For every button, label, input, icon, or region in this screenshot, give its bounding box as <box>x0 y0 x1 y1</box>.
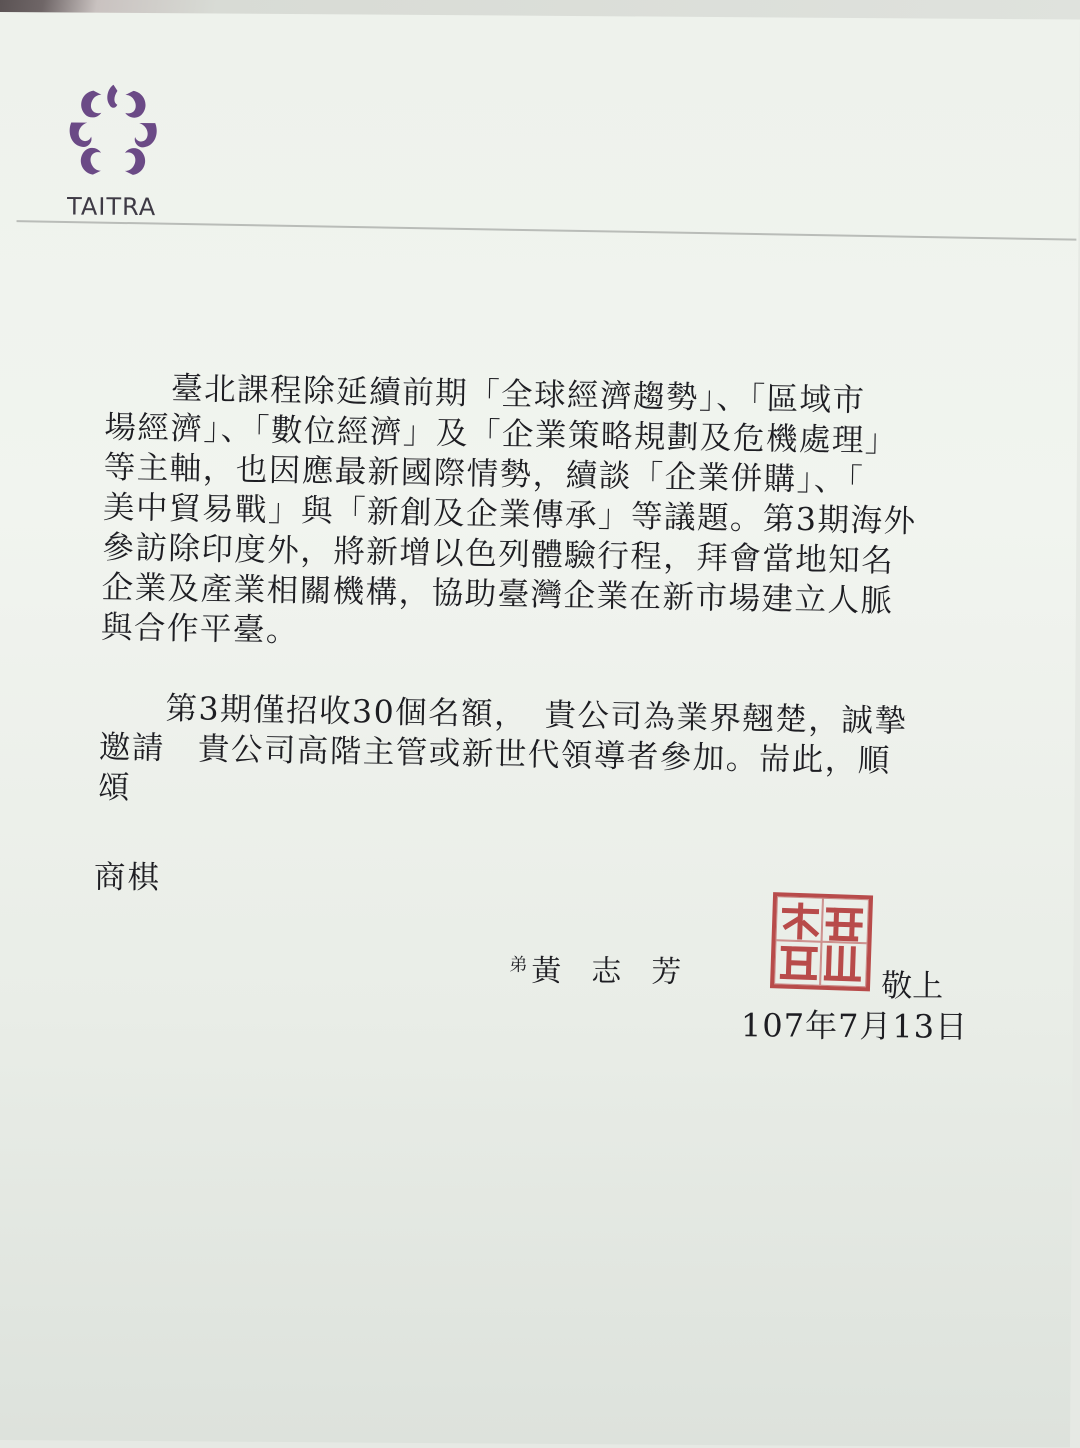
paragraph-2-line: 邀請 貴公司高階主管或新世代領導者參加。耑此，順 <box>98 729 892 780</box>
paragraph-1-line: 等主軸，也因應最新國際情勢，續談「企業併購」、「 <box>103 449 865 500</box>
paragraph-1-line: 企業及產業相關機構，協助臺灣企業在新市場建立人脈 <box>101 569 894 620</box>
taitra-logo <box>57 82 168 223</box>
taitra-logo-icon <box>63 82 164 183</box>
signature-prefix: 弟 <box>509 954 528 976</box>
seal-glyph-icon <box>774 896 869 987</box>
letter-date: 107年7月13日 <box>740 1006 969 1046</box>
paragraph-1-line: 與合作平臺。 <box>100 609 300 650</box>
signature-name: 黃志芳 <box>531 953 712 990</box>
paragraph-1-line: 參訪除印度外，將新增以色列體驗行程，拜會當地知名 <box>102 529 895 580</box>
letter-body <box>98 368 976 823</box>
respectful-closing: 敬上 <box>881 968 944 1005</box>
signature-line <box>509 946 711 991</box>
paragraph-1-line: 美中貿易戰」與「新創及企業傳承」等議題。第3期海外 <box>102 489 917 540</box>
paragraph-2-line: 第3期僅招收30個名額， 貴公司為業界翹楚，誠摯 <box>99 689 908 740</box>
header-divider <box>17 220 1077 240</box>
letter-paper <box>0 12 1080 1448</box>
paragraph-1-line: 場經濟」、「數位經濟」及「企業策略規劃及危機處理」 <box>104 409 899 460</box>
taitra-logo-text: TAITRA <box>66 192 157 222</box>
closing-salutation: 商棋 <box>93 859 162 897</box>
paragraph-1-line: 臺北課程除延續前期「全球經濟趨勢」、「區域市 <box>104 369 866 420</box>
paragraph-2-line: 頌 <box>97 769 132 807</box>
red-seal-stamp <box>770 892 873 991</box>
